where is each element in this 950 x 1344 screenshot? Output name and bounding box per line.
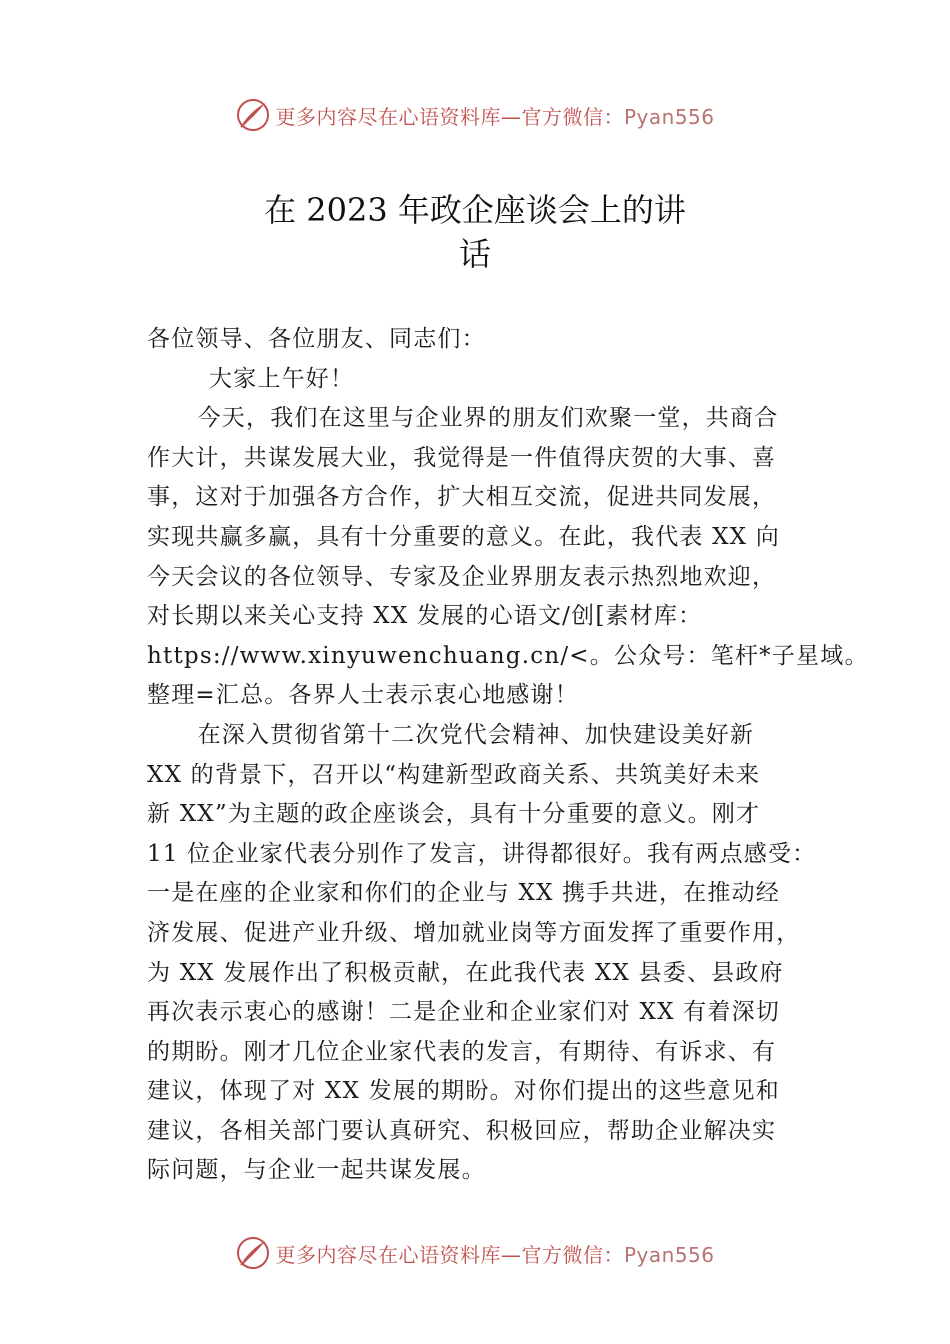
text-line: 在深入贯彻省第十二次党代会精神、加快建设美好新 (197, 721, 755, 748)
text-line: 为 XX 发展作出了积极贡献，在此我代表 XX 县委、县政府 (147, 959, 784, 986)
quill-logo-icon (235, 1235, 271, 1271)
text-line: 今天会议的各位领导、专家及企业界朋友表示热烈地欢迎， (147, 563, 777, 590)
text-line: 11 位企业家代表分别作了发言，讲得都很好。我有两点感受： (147, 840, 817, 867)
title-line-2: 话 (458, 235, 491, 273)
paragraph-2 (147, 716, 817, 1191)
text-line: 建议，各相关部门要认真研究、积极回应，帮助企业解决实 (147, 1117, 777, 1144)
text-line: https://www.xinyuwenchuang.cn/<。公众号：笔杆*子星域。 (147, 642, 869, 669)
text-line: 际问题，与企业一起共谋发展。 (147, 1157, 486, 1184)
title-line-1: 在 2023 年政企座谈会上的讲 (264, 191, 686, 229)
banner-text: 更多内容尽在心语资料库—官方微信：Pyan556 (275, 1242, 715, 1267)
banner-text: 更多内容尽在心语资料库—官方微信：Pyan556 (275, 104, 715, 129)
salutation: 各位领导、各位朋友、同志们： (147, 326, 486, 352)
greeting: 大家上午好！ (209, 365, 355, 392)
text-line: 作大计，共谋发展大业，我觉得是一件值得庆贺的大事、喜 (147, 444, 777, 471)
text-line: 新 XX”为主题的政企座谈会，具有十分重要的意义。刚才 (147, 801, 761, 828)
header-banner (0, 95, 950, 135)
quill-logo-icon (235, 97, 271, 133)
document-body (147, 320, 869, 1191)
wechat-id: Pyan556 (623, 1242, 715, 1267)
text-line: 的期盼。刚才几位企业家代表的发言，有期待、有诉求、有 (147, 1038, 777, 1065)
text-line: XX 的背景下，召开以“构建新型政商关系、共筑美好未来 (147, 761, 761, 788)
text-line: 整理=汇总。各界人士表示衷心地感谢！ (147, 682, 579, 709)
text-line: 事，这对于加强各方合作，扩大相互交流，促进共同发展， (147, 484, 777, 511)
text-line: 建议，体现了对 XX 发展的期盼。对你们提出的这些意见和 (147, 1078, 780, 1105)
footer-banner (0, 1233, 950, 1273)
text-line: 济发展、促进产业升级、增加就业岗等方面发挥了重要作用， (147, 919, 801, 946)
text-line: 实现共赢多赢，具有十分重要的意义。在此，我代表 XX 向 (147, 523, 780, 550)
text-line: 对长期以来关心支持 XX 发展的心语文/创[素材库： (147, 603, 703, 630)
text-line: 一是在座的企业家和你们的企业与 XX 携手共进，在推动经 (147, 880, 780, 907)
wechat-id: Pyan556 (623, 104, 715, 129)
paragraph-1 (147, 399, 869, 716)
text-line: 今天，我们在这里与企业界的朋友们欢聚一堂，共商合 (197, 405, 779, 432)
text-line: 再次表示衷心的感谢！二是企业和企业家们对 XX 有着深切 (147, 999, 780, 1026)
document-title (150, 188, 800, 276)
